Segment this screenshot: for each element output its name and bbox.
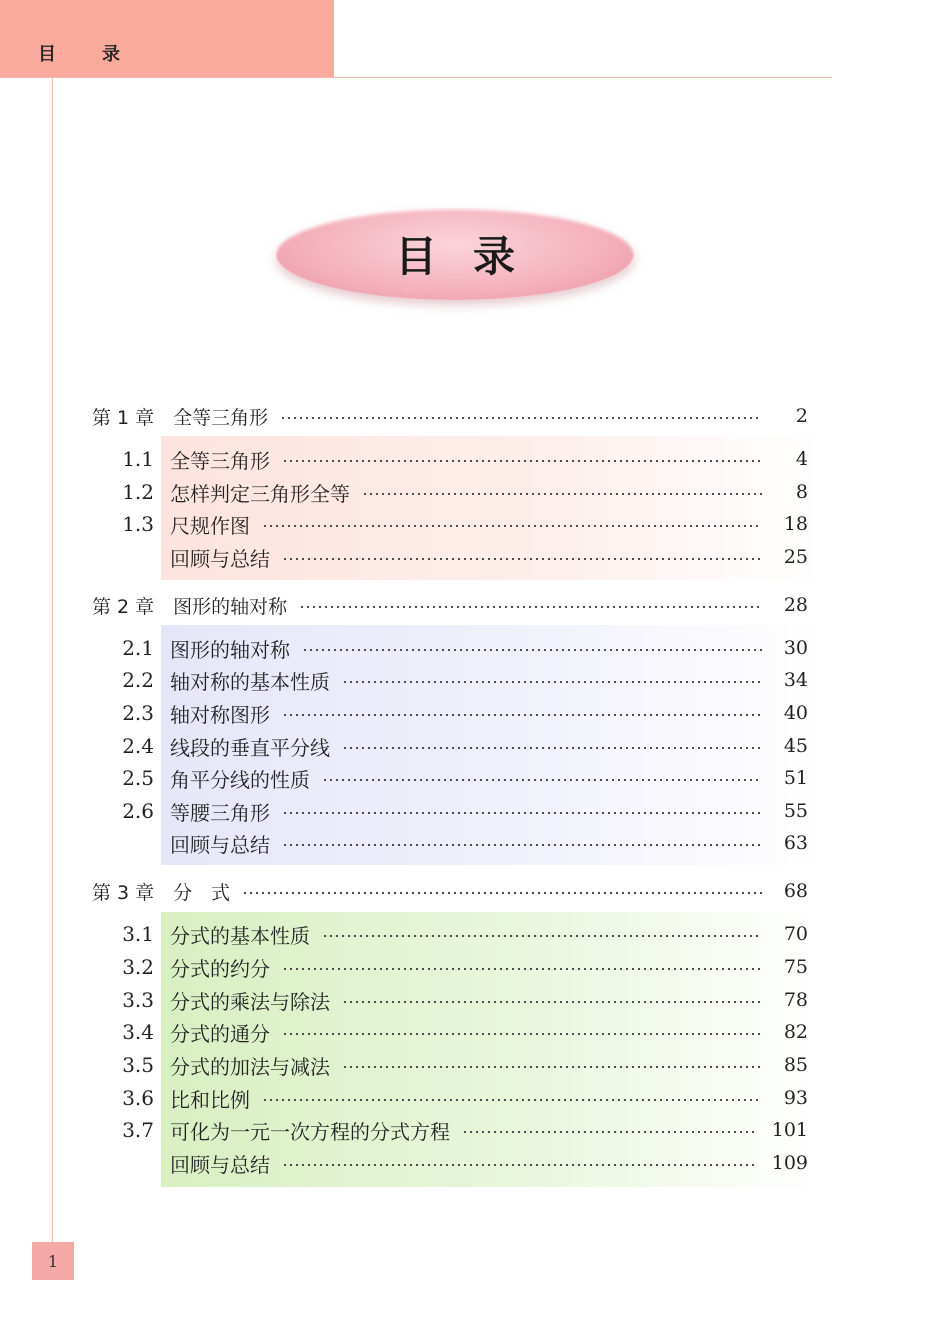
toc-chapter-row[interactable] [92, 876, 808, 906]
dot-leader [362, 493, 762, 495]
toc-page: 2 [795, 405, 808, 427]
toc-page: 109 [771, 1152, 808, 1174]
toc-number: 2.3 [122, 701, 154, 725]
toc-section-row[interactable] [92, 919, 808, 949]
toc-chapter-row[interactable] [92, 590, 808, 620]
toc-number: 1.1 [122, 447, 154, 471]
toc-number: 3.4 [122, 1020, 154, 1044]
toc-number: 3.2 [122, 955, 154, 979]
toc-page: 93 [783, 1087, 808, 1109]
toc-chapter-row[interactable] [92, 401, 808, 431]
toc-page: 55 [783, 800, 808, 822]
toc-page: 45 [783, 735, 808, 757]
toc-number: 3.7 [122, 1118, 154, 1142]
toc-page: 8 [795, 481, 808, 503]
toc-page: 63 [783, 832, 808, 854]
dot-leader [282, 1164, 758, 1166]
toc-number: 2.5 [122, 766, 154, 790]
toc-title: 分式的通分 [170, 1021, 270, 1046]
dot-leader [282, 460, 762, 462]
dot-leader [282, 844, 762, 846]
toc-title: 尺规作图 [170, 513, 250, 538]
toc-title: 回顾与总结 [170, 1152, 270, 1177]
toc-section-row[interactable] [92, 633, 808, 663]
toc-title: 全等三角形 [170, 448, 270, 473]
dot-leader [342, 681, 762, 683]
toc-title: 轴对称的基本性质 [170, 669, 330, 694]
toc-title: 回顾与总结 [170, 546, 270, 571]
dot-leader [322, 935, 762, 937]
dot-leader [299, 606, 762, 608]
toc-section-row[interactable] [92, 1148, 808, 1178]
toc-page: 85 [783, 1054, 808, 1076]
toc-number: 1.3 [122, 512, 154, 536]
toc-title: 分式的乘法与除法 [170, 989, 330, 1014]
toc-page: 28 [783, 594, 808, 616]
page-number-badge [32, 1242, 74, 1280]
toc-title: 第 1 章 全等三角形 [92, 406, 269, 429]
toc-number: 2.6 [122, 799, 154, 823]
toc-section-row[interactable] [92, 1050, 808, 1080]
toc-section-row[interactable] [92, 1017, 808, 1047]
dot-leader [342, 1001, 762, 1003]
toc-page: 4 [795, 448, 808, 470]
dot-leader [280, 417, 762, 419]
dot-leader [282, 968, 762, 970]
toc-title: 图形的轴对称 [170, 637, 290, 662]
toc-title: 第 3 章 分 式 [92, 881, 231, 904]
toc-section-row[interactable] [92, 698, 808, 728]
toc-title: 回顾与总结 [170, 832, 270, 857]
toc-page: 75 [783, 956, 808, 978]
toc-section-row[interactable] [92, 985, 808, 1015]
dot-leader [302, 649, 762, 651]
toc-page: 34 [783, 669, 808, 691]
dot-leader [282, 812, 762, 814]
toc-section-row[interactable] [92, 477, 808, 507]
toc-number: 2.1 [122, 636, 154, 660]
toc-title: 比和比例 [170, 1087, 250, 1112]
toc-number: 2.4 [122, 734, 154, 758]
toc-section-row[interactable] [92, 1083, 808, 1113]
toc-page: 82 [783, 1021, 808, 1043]
toc-number: 3.6 [122, 1086, 154, 1110]
toc-section-row[interactable] [92, 542, 808, 572]
toc-section-row[interactable] [92, 665, 808, 695]
toc-section-row[interactable] [92, 731, 808, 761]
dot-leader [322, 779, 762, 781]
toc-number: 2.2 [122, 668, 154, 692]
page-number: 1 [47, 1251, 59, 1271]
dot-leader [262, 1099, 762, 1101]
toc-page: 40 [783, 702, 808, 724]
toc-title: 等腰三角形 [170, 800, 270, 825]
toc-title: 分式的约分 [170, 956, 270, 981]
dot-leader [342, 1066, 762, 1068]
margin-line [52, 77, 53, 1280]
toc-title: 分式的加法与减法 [170, 1054, 330, 1079]
toc-page: 25 [783, 546, 808, 568]
toc-page: 70 [783, 923, 808, 945]
toc-section-row[interactable] [92, 796, 808, 826]
toc-section-row[interactable] [92, 444, 808, 474]
toc-title: 线段的垂直平分线 [170, 735, 330, 760]
toc-title: 可化为一元一次方程的分式方程 [170, 1119, 450, 1144]
page-title: 目录 [394, 232, 551, 281]
toc-page: 78 [783, 989, 808, 1011]
toc-number: 3.3 [122, 988, 154, 1012]
toc-section-row[interactable] [92, 1115, 808, 1145]
dot-leader [262, 525, 762, 527]
toc-title: 角平分线的性质 [170, 767, 310, 792]
toc-number: 3.1 [122, 922, 154, 946]
toc-page: 30 [783, 637, 808, 659]
toc-title: 分式的基本性质 [170, 923, 310, 948]
toc-section-row[interactable] [92, 828, 808, 858]
toc-page: 18 [783, 513, 808, 535]
dot-leader [462, 1131, 758, 1133]
header-label: 目 录 [38, 44, 134, 65]
toc-title: 怎样判定三角形全等 [170, 481, 350, 506]
dot-leader [242, 892, 762, 894]
toc-number: 1.2 [122, 480, 154, 504]
header-divider [0, 77, 832, 78]
toc-title: 轴对称图形 [170, 702, 270, 727]
toc-section-row[interactable] [92, 763, 808, 793]
dot-leader [342, 747, 762, 749]
toc-title: 第 2 章 图形的轴对称 [92, 595, 288, 618]
toc-page: 51 [783, 767, 808, 789]
toc-page: 101 [771, 1119, 808, 1141]
toc-number: 3.5 [122, 1053, 154, 1077]
toc-section-row[interactable] [92, 509, 808, 539]
dot-leader [282, 558, 762, 560]
dot-leader [282, 1033, 762, 1035]
toc-section-row[interactable] [92, 952, 808, 982]
toc-page: 68 [783, 880, 808, 902]
dot-leader [282, 714, 762, 716]
